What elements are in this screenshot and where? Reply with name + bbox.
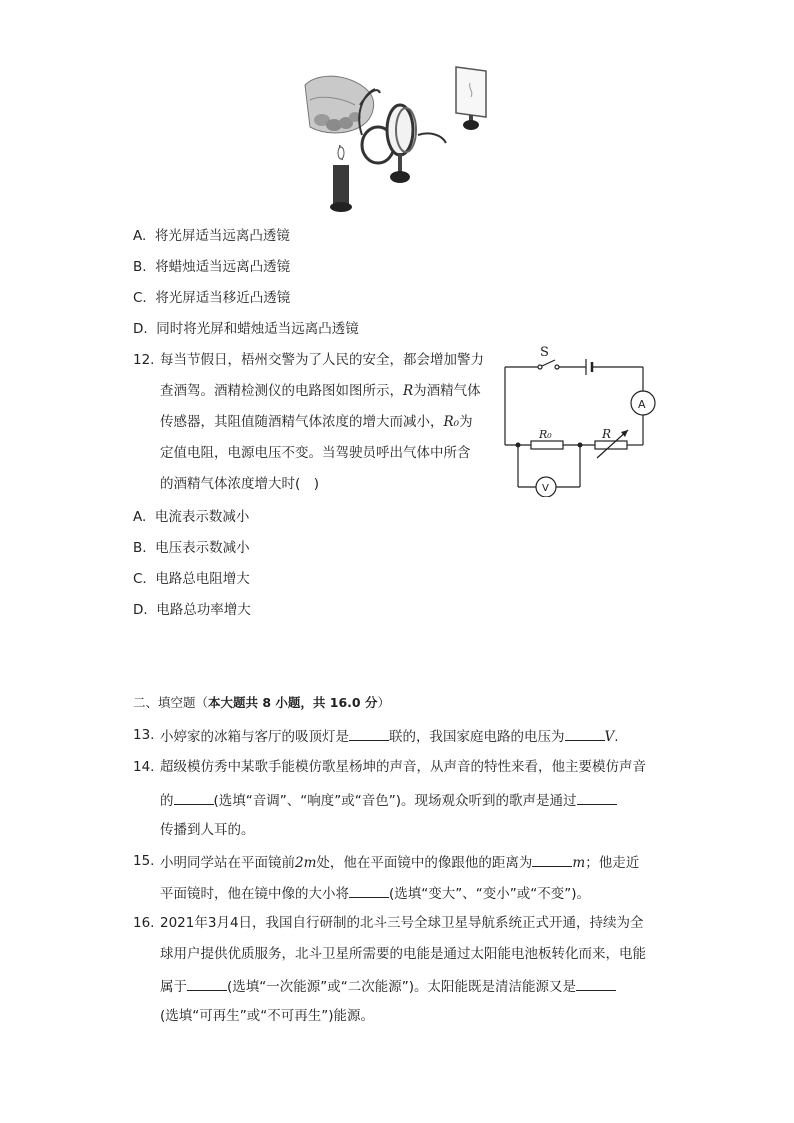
q13-line-1: 小婷家的冰箱与客厅的吸顶灯是 联的，我国家庭电路的电压为 V. xyxy=(160,725,619,747)
q15-number: 15. xyxy=(133,853,155,869)
r0-label: R₀ xyxy=(539,428,552,441)
q14-line-1: 超级模仿秀中某歌手能模仿歌星杨坤的声音，从声音的特性来看，他主要模仿声音 xyxy=(160,759,646,775)
r-label: R xyxy=(602,427,612,441)
q11-option-a: A. 将光屏适当远离凸透镜 xyxy=(133,228,290,244)
q13-number: 13. xyxy=(133,727,155,743)
circuit-diagram xyxy=(500,342,665,497)
q12-line-2: 查酒驾。酒精检测仪的电路图如图所示，R为酒精气体 xyxy=(160,383,481,399)
q11-option-d: D. 同时将光屏和蜡烛适当远离凸透镜 xyxy=(133,321,359,337)
q15-blank-1[interactable] xyxy=(532,851,572,867)
q12-option-d: D. 电路总功率增大 xyxy=(133,602,251,618)
q16-line-2: 球用户提供优质服务，北斗卫星所需要的电能是通过太阳能电池板转化而来，电能 xyxy=(160,946,646,962)
q12-option-c: C. 电路总电阻增大 xyxy=(133,571,250,587)
section-heading: 二、填空题（本大题共 8 小题，共 16.0 分） xyxy=(133,695,390,710)
q12-number: 12. xyxy=(133,352,155,368)
switch-label: S xyxy=(540,345,549,360)
q15-line-2: 平面镜时，他在镜中像的大小将 (选填“变大”、“变小”或“不变”)。 xyxy=(160,882,590,904)
q12-line-1: 每当节假日，梧州交警为了人民的安全，都会增加警力 xyxy=(160,352,484,368)
q16-blank-1[interactable] xyxy=(187,975,227,991)
q16-line-4: (选填“可再生”或“不可再生”)能源。 xyxy=(160,1008,375,1024)
q13-blank-1[interactable] xyxy=(349,725,389,741)
q12-line-4: 定值电阻，电源电压不变。当驾驶员呼出气体中所含 xyxy=(160,445,471,461)
q14-number: 14. xyxy=(133,759,155,775)
q16-number: 16. xyxy=(133,915,155,931)
q12-option-b: B. 电压表示数减小 xyxy=(133,540,250,556)
q11-option-c: C. 将光屏适当移近凸透镜 xyxy=(133,290,291,306)
lens-experiment-figure xyxy=(300,65,500,217)
q15-blank-2[interactable] xyxy=(349,882,389,898)
q14-blank-2[interactable] xyxy=(577,789,617,805)
q15-line-1: 小明同学站在平面镜前2m处，他在平面镜中的像跟他的距离为 m；他走近 xyxy=(160,851,639,873)
q12-line-5: 的酒精气体浓度增大时( ) xyxy=(160,476,320,492)
q16-blank-2[interactable] xyxy=(576,975,616,991)
q16-line-1: 2021年3月4日，我国自行研制的北斗三号全球卫星导航系统正式开通，持续为全 xyxy=(160,915,644,931)
q16-line-3: 属于 (选填“一次能源”或“二次能源”)。太阳能既是清洁能源又是 xyxy=(160,975,616,997)
q14-line-3: 传播到人耳的。 xyxy=(160,822,255,838)
q14-line-2: 的 (选填“音调”、“响度”或“音色”)。现场观众听到的歌声是通过 xyxy=(160,789,617,811)
q12-line-3: 传感器，其阻值随酒精气体浓度的增大而减小，R₀为 xyxy=(160,414,473,430)
q12-option-a: A. 电流表示数减小 xyxy=(133,509,250,525)
q13-blank-2[interactable] xyxy=(565,725,605,741)
q11-option-b: B. 将蜡烛适当远离凸透镜 xyxy=(133,259,291,275)
ammeter-label: A xyxy=(638,398,646,411)
voltmeter-label: V xyxy=(542,483,549,494)
q14-blank-1[interactable] xyxy=(174,789,214,805)
